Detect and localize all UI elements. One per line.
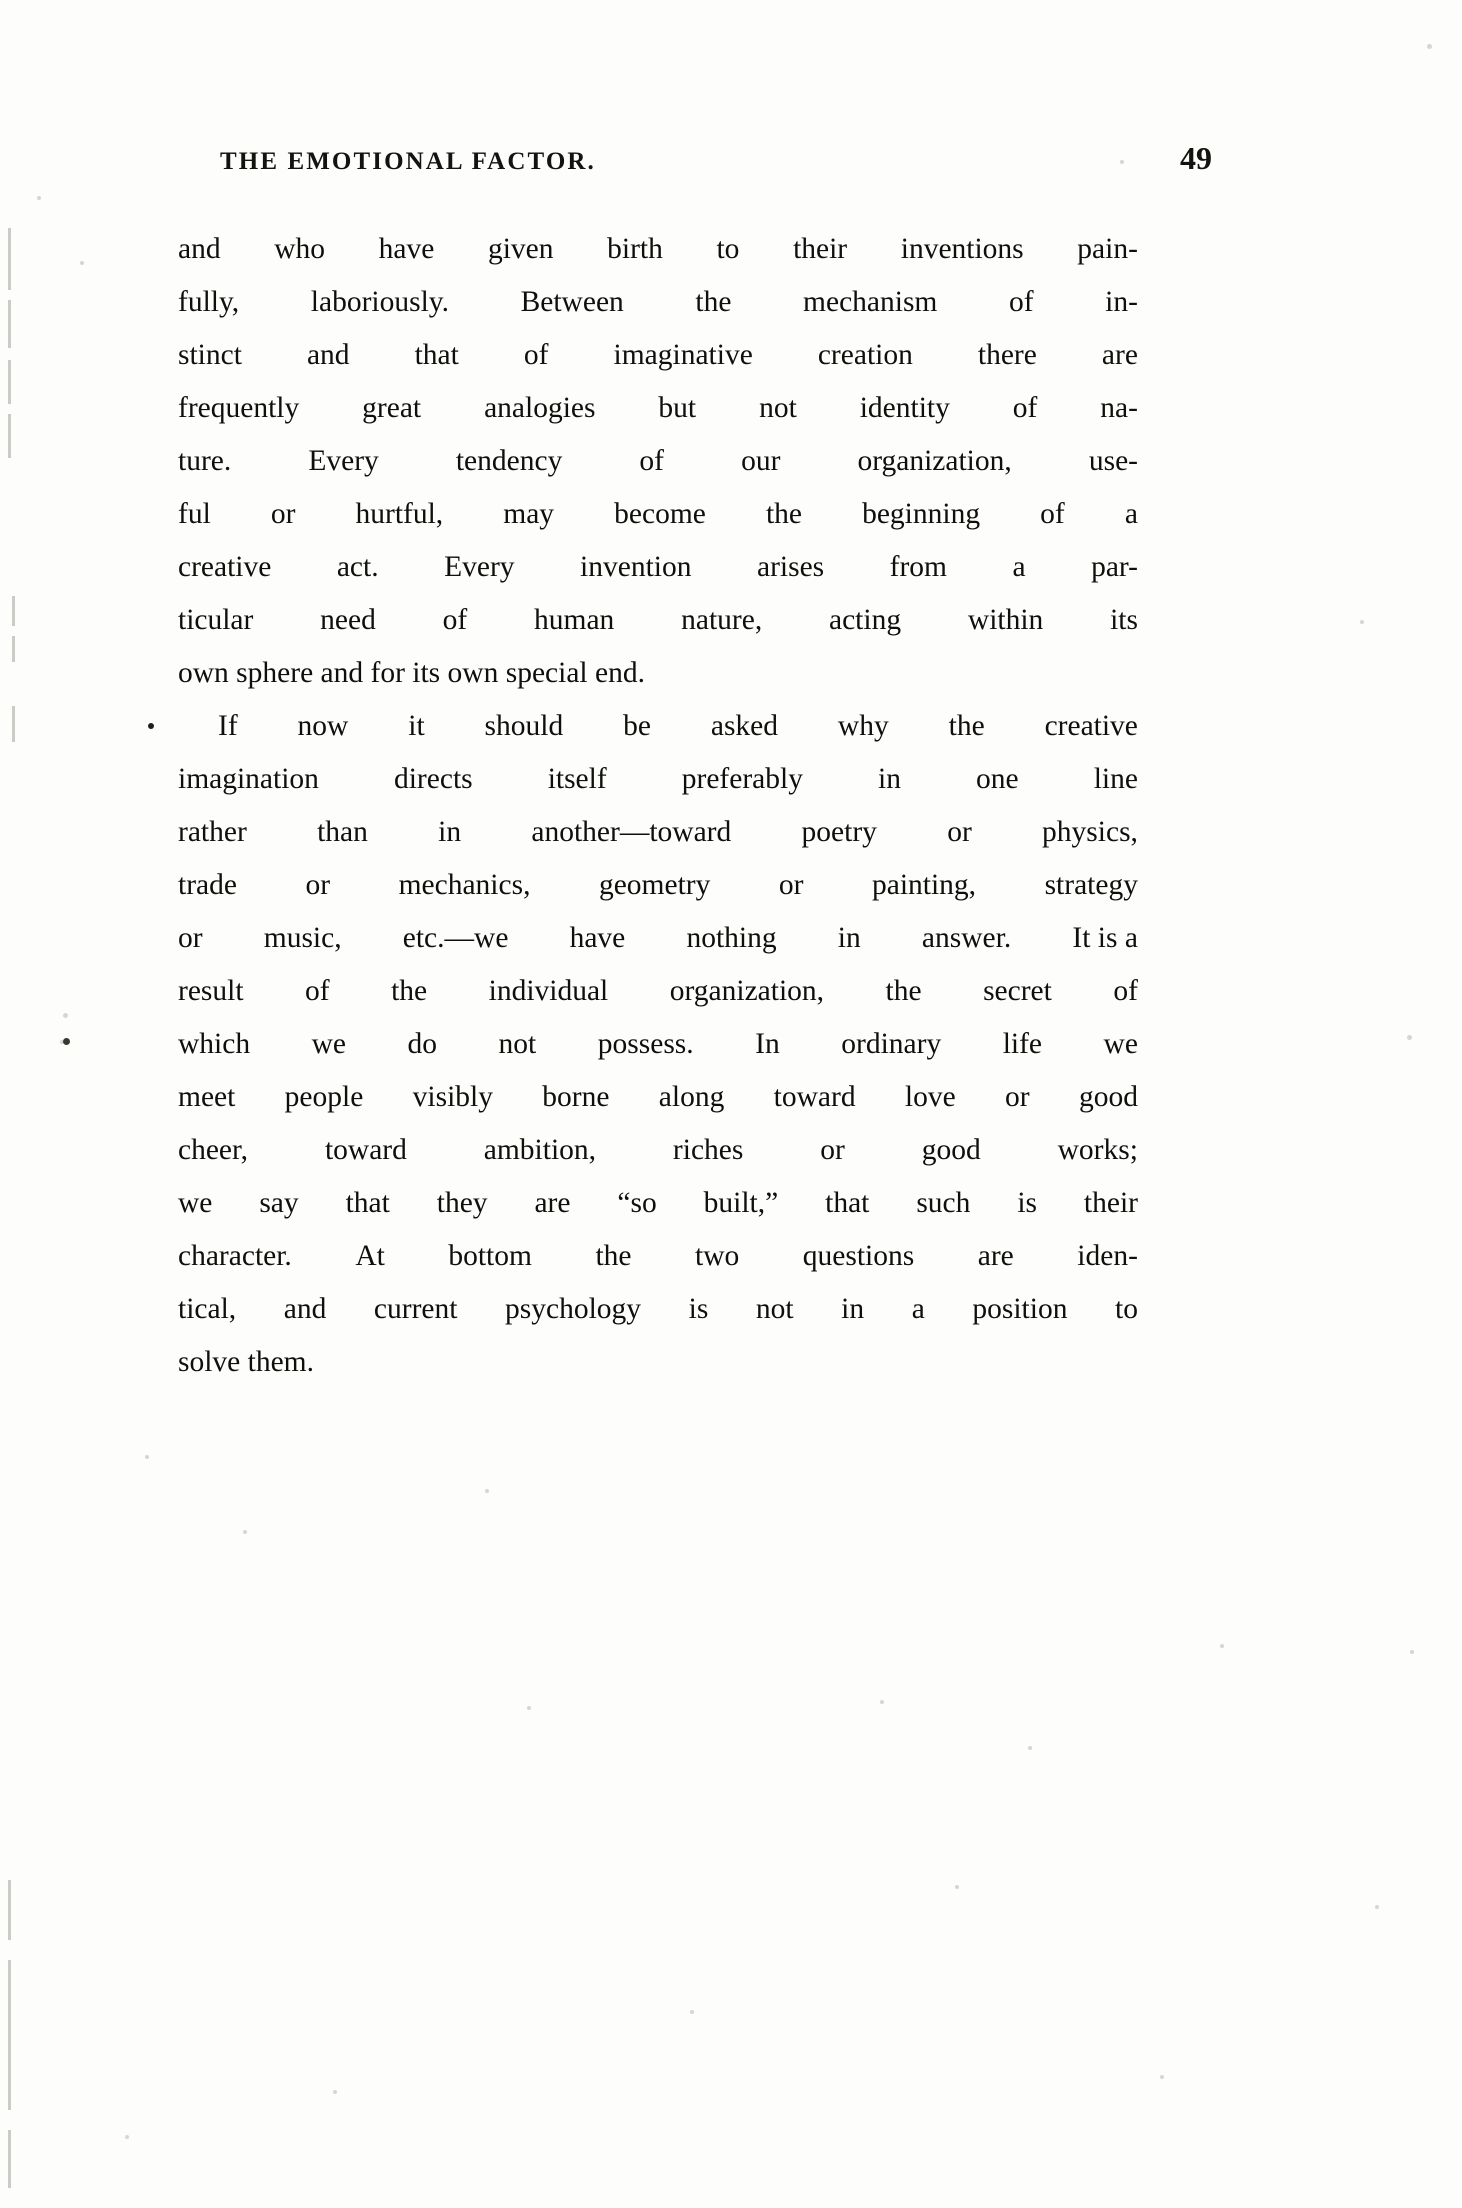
paper-speck bbox=[1427, 44, 1432, 49]
word: not bbox=[498, 1028, 537, 1060]
word: not bbox=[755, 1293, 794, 1325]
word: there bbox=[977, 339, 1037, 371]
paper-speck bbox=[125, 2135, 129, 2139]
word: say bbox=[259, 1187, 299, 1219]
word: within bbox=[967, 604, 1044, 636]
text-line bbox=[178, 912, 1138, 965]
paper-speck bbox=[243, 1530, 247, 1534]
word: position bbox=[972, 1293, 1068, 1325]
word: be bbox=[623, 710, 651, 742]
word: which bbox=[178, 1028, 251, 1060]
word: of bbox=[523, 339, 549, 371]
paper-speck bbox=[145, 1455, 149, 1459]
word: another—toward bbox=[531, 816, 732, 848]
word: to bbox=[1115, 1293, 1138, 1325]
word: use- bbox=[1088, 445, 1138, 477]
scan-edge-mark bbox=[12, 706, 15, 742]
text-line bbox=[178, 965, 1138, 1018]
word: a bbox=[1012, 551, 1026, 583]
word: is bbox=[1017, 1187, 1037, 1219]
word: painting, bbox=[871, 869, 977, 901]
word: now bbox=[297, 710, 349, 742]
word: a bbox=[1124, 498, 1138, 530]
word: such bbox=[916, 1187, 971, 1219]
word: become bbox=[614, 498, 706, 530]
word: of bbox=[1040, 498, 1065, 530]
word: ticular bbox=[178, 604, 254, 636]
word: creative bbox=[178, 551, 272, 583]
body-text bbox=[178, 223, 1138, 1389]
scan-edge-mark bbox=[8, 300, 11, 348]
margin-ink-mark bbox=[148, 723, 154, 729]
word: meet bbox=[178, 1081, 236, 1113]
word: individual bbox=[488, 975, 609, 1007]
text-line bbox=[178, 1230, 1138, 1283]
word: rather bbox=[178, 816, 247, 848]
word: people bbox=[284, 1081, 364, 1113]
word: their bbox=[793, 233, 848, 265]
word: are bbox=[1101, 339, 1138, 371]
word: tical, bbox=[178, 1293, 237, 1325]
word: geometry bbox=[598, 869, 711, 901]
word: to bbox=[716, 233, 740, 265]
text-line bbox=[178, 594, 1138, 647]
word: psychology bbox=[505, 1293, 642, 1325]
word: but bbox=[658, 392, 697, 424]
word: should bbox=[484, 710, 564, 742]
word: or bbox=[947, 816, 972, 848]
paper-speck bbox=[690, 2010, 694, 2014]
word: why bbox=[837, 710, 889, 742]
word: borne bbox=[542, 1081, 610, 1113]
paper-speck bbox=[527, 1706, 531, 1710]
text-line bbox=[178, 276, 1138, 329]
word: may bbox=[503, 498, 555, 530]
word: “so bbox=[617, 1187, 657, 1219]
word: imaginative bbox=[613, 339, 753, 371]
word: of bbox=[305, 975, 330, 1007]
word: line bbox=[1093, 763, 1138, 795]
word: we bbox=[311, 1028, 347, 1060]
word: riches bbox=[672, 1134, 744, 1166]
word: or bbox=[178, 922, 203, 954]
text-line bbox=[178, 1018, 1138, 1071]
word: are bbox=[534, 1187, 571, 1219]
paper-speck bbox=[333, 2090, 337, 2094]
word: in bbox=[878, 763, 901, 795]
word: the bbox=[391, 975, 428, 1007]
text-line bbox=[178, 223, 1138, 276]
scan-edge-mark bbox=[8, 2130, 11, 2188]
word: or bbox=[305, 869, 331, 901]
running-head bbox=[178, 140, 1220, 177]
word: visibly bbox=[412, 1081, 493, 1113]
word: preferably bbox=[681, 763, 803, 795]
word: need bbox=[320, 604, 376, 636]
word: inventions bbox=[900, 233, 1024, 265]
text-line bbox=[178, 329, 1138, 382]
word: from bbox=[889, 551, 947, 583]
word: fully, bbox=[178, 286, 240, 318]
scan-edge-mark bbox=[8, 1960, 11, 2110]
word: mechanism bbox=[803, 286, 938, 318]
word: toward bbox=[324, 1134, 407, 1166]
word: human bbox=[534, 604, 615, 636]
word: mechanics, bbox=[398, 869, 531, 901]
word: Between bbox=[520, 286, 624, 318]
word: along bbox=[658, 1081, 725, 1113]
word: Every bbox=[308, 445, 379, 477]
word: of bbox=[1113, 975, 1138, 1007]
paper-speck bbox=[1360, 620, 1364, 624]
word: nothing bbox=[686, 922, 777, 954]
text-line bbox=[178, 382, 1138, 435]
word: arises bbox=[756, 551, 825, 583]
paragraph bbox=[178, 223, 1138, 700]
word: of bbox=[639, 445, 664, 477]
text-line bbox=[178, 435, 1138, 488]
paper-speck bbox=[955, 1885, 959, 1889]
word: cheer, bbox=[178, 1134, 249, 1166]
word: ful bbox=[178, 498, 211, 530]
scan-edge-mark bbox=[8, 414, 11, 458]
word: toward bbox=[773, 1081, 856, 1113]
word: in bbox=[438, 816, 462, 848]
word: they bbox=[436, 1187, 488, 1219]
word: character. bbox=[178, 1240, 292, 1272]
word: or bbox=[1005, 1081, 1030, 1113]
word: not bbox=[759, 392, 797, 424]
word: imagination bbox=[178, 763, 319, 795]
word: than bbox=[317, 816, 368, 848]
word: ture. bbox=[178, 445, 232, 477]
word: or bbox=[778, 869, 804, 901]
paper-speck bbox=[1375, 1905, 1379, 1909]
word: good bbox=[1078, 1081, 1138, 1113]
word: two bbox=[695, 1240, 740, 1272]
word: acting bbox=[829, 604, 902, 636]
word: organization, bbox=[669, 975, 825, 1007]
word: trade bbox=[178, 869, 237, 901]
word: and bbox=[306, 339, 350, 371]
word: is bbox=[688, 1293, 709, 1325]
word: have bbox=[569, 922, 626, 954]
word: the bbox=[765, 498, 802, 530]
word: itself bbox=[547, 763, 607, 795]
page-content bbox=[178, 140, 1212, 1389]
word: tendency bbox=[455, 445, 563, 477]
word: one bbox=[976, 763, 1019, 795]
word: Every bbox=[444, 551, 515, 583]
word: we bbox=[178, 1187, 213, 1219]
word: and bbox=[178, 233, 221, 265]
word: birth bbox=[607, 233, 663, 265]
word: act. bbox=[336, 551, 379, 583]
text-line bbox=[178, 1283, 1138, 1336]
page-number: 49 bbox=[1180, 140, 1212, 176]
word: do bbox=[407, 1028, 438, 1060]
paper-speck bbox=[80, 261, 84, 265]
word: and bbox=[283, 1293, 327, 1325]
paper-speck bbox=[63, 1013, 68, 1018]
word: frequently bbox=[178, 392, 300, 424]
word: of bbox=[442, 604, 468, 636]
word: secret bbox=[983, 975, 1052, 1007]
paper-speck bbox=[1407, 1035, 1412, 1040]
word: At bbox=[355, 1240, 385, 1272]
word: given bbox=[487, 233, 554, 265]
scan-edge-mark bbox=[12, 636, 15, 662]
word: in bbox=[837, 922, 861, 954]
paper-speck bbox=[1410, 1650, 1414, 1654]
paper-speck bbox=[1220, 1644, 1224, 1648]
paper-speck bbox=[37, 196, 41, 200]
word: the bbox=[885, 975, 922, 1007]
word: or bbox=[270, 498, 296, 530]
scan-edge-mark bbox=[8, 228, 11, 290]
word: possess. bbox=[597, 1028, 694, 1060]
word: laboriously. bbox=[310, 286, 449, 318]
paper-speck bbox=[485, 1489, 489, 1493]
word: It is a bbox=[1072, 922, 1138, 954]
word: answer. bbox=[921, 922, 1012, 954]
word: that bbox=[414, 339, 459, 371]
running-head-title: THE EMOTIONAL FACTOR. bbox=[220, 148, 596, 175]
word: built,” bbox=[703, 1187, 779, 1219]
word: ordinary bbox=[841, 1028, 942, 1060]
text-line bbox=[178, 488, 1138, 541]
word: the bbox=[948, 710, 985, 742]
word: hurtful, bbox=[355, 498, 444, 530]
scan-edge-mark bbox=[8, 1880, 11, 1940]
word: are bbox=[977, 1240, 1014, 1272]
word: directs bbox=[393, 763, 473, 795]
word: iden- bbox=[1077, 1240, 1138, 1272]
word: strategy bbox=[1044, 869, 1138, 901]
word: result bbox=[178, 975, 244, 1007]
word: creation bbox=[817, 339, 913, 371]
word: questions bbox=[802, 1240, 915, 1272]
text-line: own sphere and for its own special end. bbox=[178, 657, 645, 689]
word: par- bbox=[1091, 551, 1138, 583]
scan-edge-mark bbox=[8, 360, 11, 404]
word: the bbox=[695, 286, 732, 318]
text-line bbox=[178, 700, 1138, 753]
word: its bbox=[1110, 604, 1138, 636]
text-line bbox=[178, 1124, 1138, 1177]
paper-speck bbox=[1028, 1746, 1032, 1750]
text-line bbox=[178, 1071, 1138, 1124]
word: etc.—we bbox=[402, 922, 509, 954]
word: that bbox=[825, 1187, 870, 1219]
word: of bbox=[1012, 392, 1038, 424]
text-line bbox=[178, 1177, 1138, 1230]
word: in- bbox=[1105, 286, 1138, 318]
margin-ink-mark bbox=[63, 1038, 70, 1045]
paper-speck bbox=[1160, 2075, 1164, 2079]
word: a bbox=[911, 1293, 925, 1325]
text-line bbox=[178, 859, 1138, 912]
word: creative bbox=[1044, 710, 1138, 742]
word: good bbox=[921, 1134, 981, 1166]
word: analogies bbox=[484, 392, 596, 424]
word: ambition, bbox=[483, 1134, 597, 1166]
word: that bbox=[345, 1187, 390, 1219]
word: or bbox=[820, 1134, 845, 1166]
word: In bbox=[755, 1028, 780, 1060]
word: poetry bbox=[801, 816, 877, 848]
word: their bbox=[1083, 1187, 1138, 1219]
text-line bbox=[178, 806, 1138, 859]
word: beginning bbox=[862, 498, 981, 530]
word: stinct bbox=[178, 339, 242, 371]
word: identity bbox=[859, 392, 950, 424]
word: asked bbox=[710, 710, 779, 742]
word: we bbox=[1103, 1028, 1138, 1060]
word: of bbox=[1008, 286, 1034, 318]
word: love bbox=[904, 1081, 956, 1113]
word: physics, bbox=[1042, 816, 1138, 848]
word: current bbox=[373, 1293, 458, 1325]
text-line bbox=[178, 541, 1138, 594]
word: have bbox=[378, 233, 435, 265]
word: nature, bbox=[681, 604, 763, 636]
paragraph bbox=[178, 700, 1138, 1389]
word: great bbox=[362, 392, 422, 424]
scan-edge-mark bbox=[12, 596, 15, 626]
word: na- bbox=[1100, 392, 1138, 424]
word: in bbox=[841, 1293, 865, 1325]
word: our bbox=[741, 445, 781, 477]
word: If bbox=[218, 710, 238, 742]
word: who bbox=[274, 233, 326, 265]
text-line bbox=[178, 753, 1138, 806]
word: invention bbox=[580, 551, 692, 583]
word: pain- bbox=[1077, 233, 1138, 265]
word: the bbox=[595, 1240, 632, 1272]
word: it bbox=[408, 710, 425, 742]
word: works; bbox=[1057, 1134, 1138, 1166]
word: music, bbox=[263, 922, 342, 954]
text-line: solve them. bbox=[178, 1346, 315, 1378]
word: bottom bbox=[448, 1240, 532, 1272]
word: organization, bbox=[857, 445, 1012, 477]
paper-speck bbox=[880, 1700, 884, 1704]
word: life bbox=[1002, 1028, 1043, 1060]
